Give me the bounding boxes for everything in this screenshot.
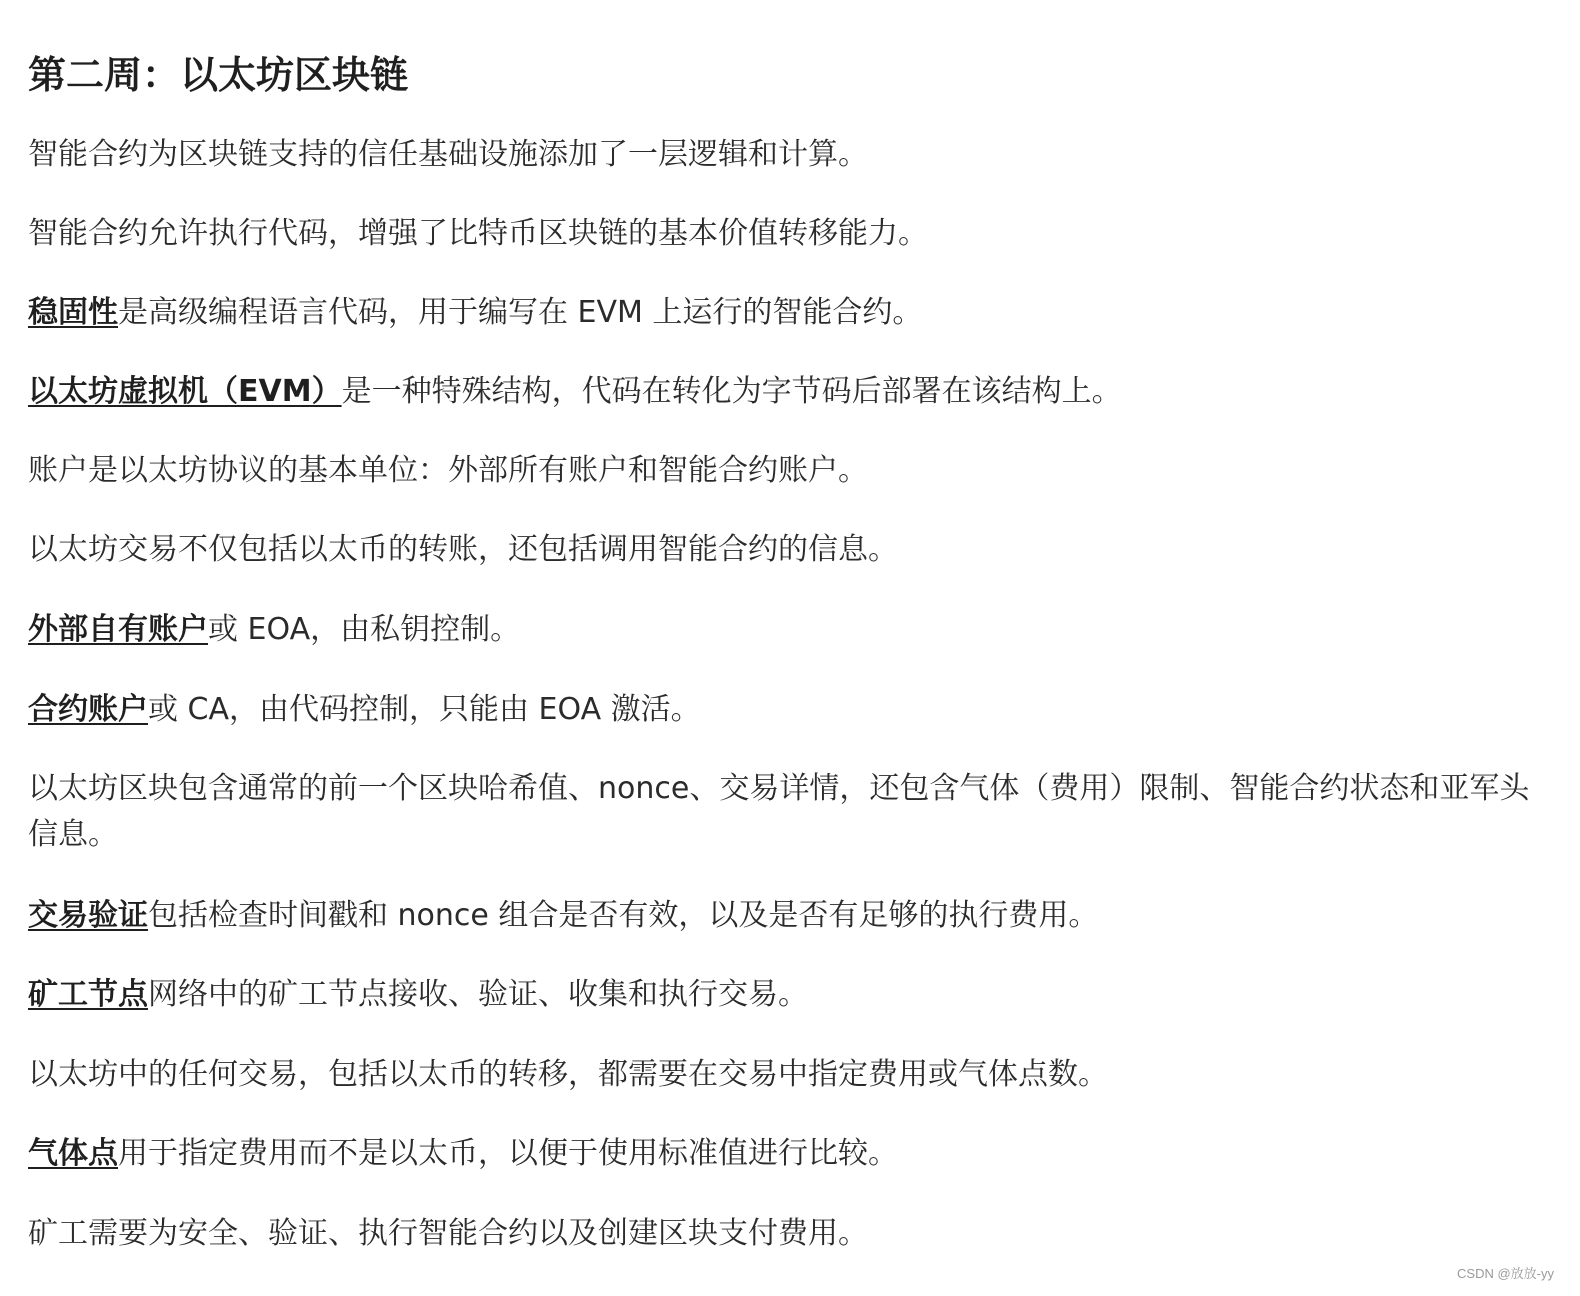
paragraph-text: 智能合约允许执行代码，增强了比特币区块链的基本价值转移能力。 xyxy=(28,216,928,251)
paragraph-1 xyxy=(28,132,1553,178)
term-link[interactable]: 交易验证 xyxy=(28,898,148,933)
paragraph-text: 包括检查时间戳和 nonce 组合是否有效，以及是否有足够的执行费用。 xyxy=(148,898,1099,933)
paragraph-text: 以太坊交易不仅包括以太币的转账，还包括调用智能合约的信息。 xyxy=(28,532,898,567)
paragraph-4 xyxy=(28,369,1553,415)
paragraph-6 xyxy=(28,527,1553,573)
paragraph-text: 是一种特殊结构，代码在转化为字节码后部署在该结构上。 xyxy=(341,374,1122,409)
paragraph-13 xyxy=(28,1131,1553,1177)
paragraph-9 xyxy=(28,766,1553,858)
term-link[interactable]: 合约账户 xyxy=(28,692,148,727)
paragraph-5 xyxy=(28,448,1553,494)
paragraph-text: 是高级编程语言代码，用于编写在 EVM 上运行的智能合约。 xyxy=(118,295,923,330)
term-link[interactable]: 外部自有账户 xyxy=(28,612,208,647)
paragraph-10 xyxy=(28,893,1553,939)
watermark: CSDN @放放-yy xyxy=(1457,1266,1554,1281)
term-link[interactable]: 以太坊虚拟机（EVM） xyxy=(28,374,342,409)
page-title: 第二周：以太坊区块链 xyxy=(28,53,409,97)
term-link[interactable]: 气体点 xyxy=(28,1136,118,1171)
paragraph-14 xyxy=(28,1211,1553,1257)
paragraph-text: 账户是以太坊协议的基本单位：外部所有账户和智能合约账户。 xyxy=(28,453,868,488)
paragraph-text: 矿工需要为安全、验证、执行智能合约以及创建区块支付费用。 xyxy=(28,1216,868,1251)
paragraph-7 xyxy=(28,607,1553,653)
paragraph-11 xyxy=(28,972,1553,1018)
paragraph-3 xyxy=(28,290,1553,336)
paragraph-text: 网络中的矿工节点接收、验证、收集和执行交易。 xyxy=(148,977,808,1012)
paragraph-text: 以太坊区块包含通常的前一个区块哈希值、nonce、交易详情，还包含气体（费用）限制、智能合约状态和亚军头信息。 xyxy=(28,771,1530,852)
paragraph-2 xyxy=(28,211,1553,257)
term-link[interactable]: 稳固性 xyxy=(28,295,118,330)
paragraph-text: 或 CA，由代码控制，只能由 EOA 激活。 xyxy=(148,692,701,727)
paragraph-text: 以太坊中的任何交易，包括以太币的转移，都需要在交易中指定费用或气体点数。 xyxy=(28,1057,1108,1092)
term-link[interactable]: 矿工节点 xyxy=(28,977,148,1012)
paragraph-12 xyxy=(28,1052,1553,1098)
paragraph-8 xyxy=(28,687,1553,733)
paragraph-text: 用于指定费用而不是以太币，以便于使用标准值进行比较。 xyxy=(118,1136,898,1171)
paragraph-text: 或 EOA，由私钥控制。 xyxy=(208,612,521,647)
paragraph-text: 智能合约为区块链支持的信任基础设施添加了一层逻辑和计算。 xyxy=(28,137,868,172)
